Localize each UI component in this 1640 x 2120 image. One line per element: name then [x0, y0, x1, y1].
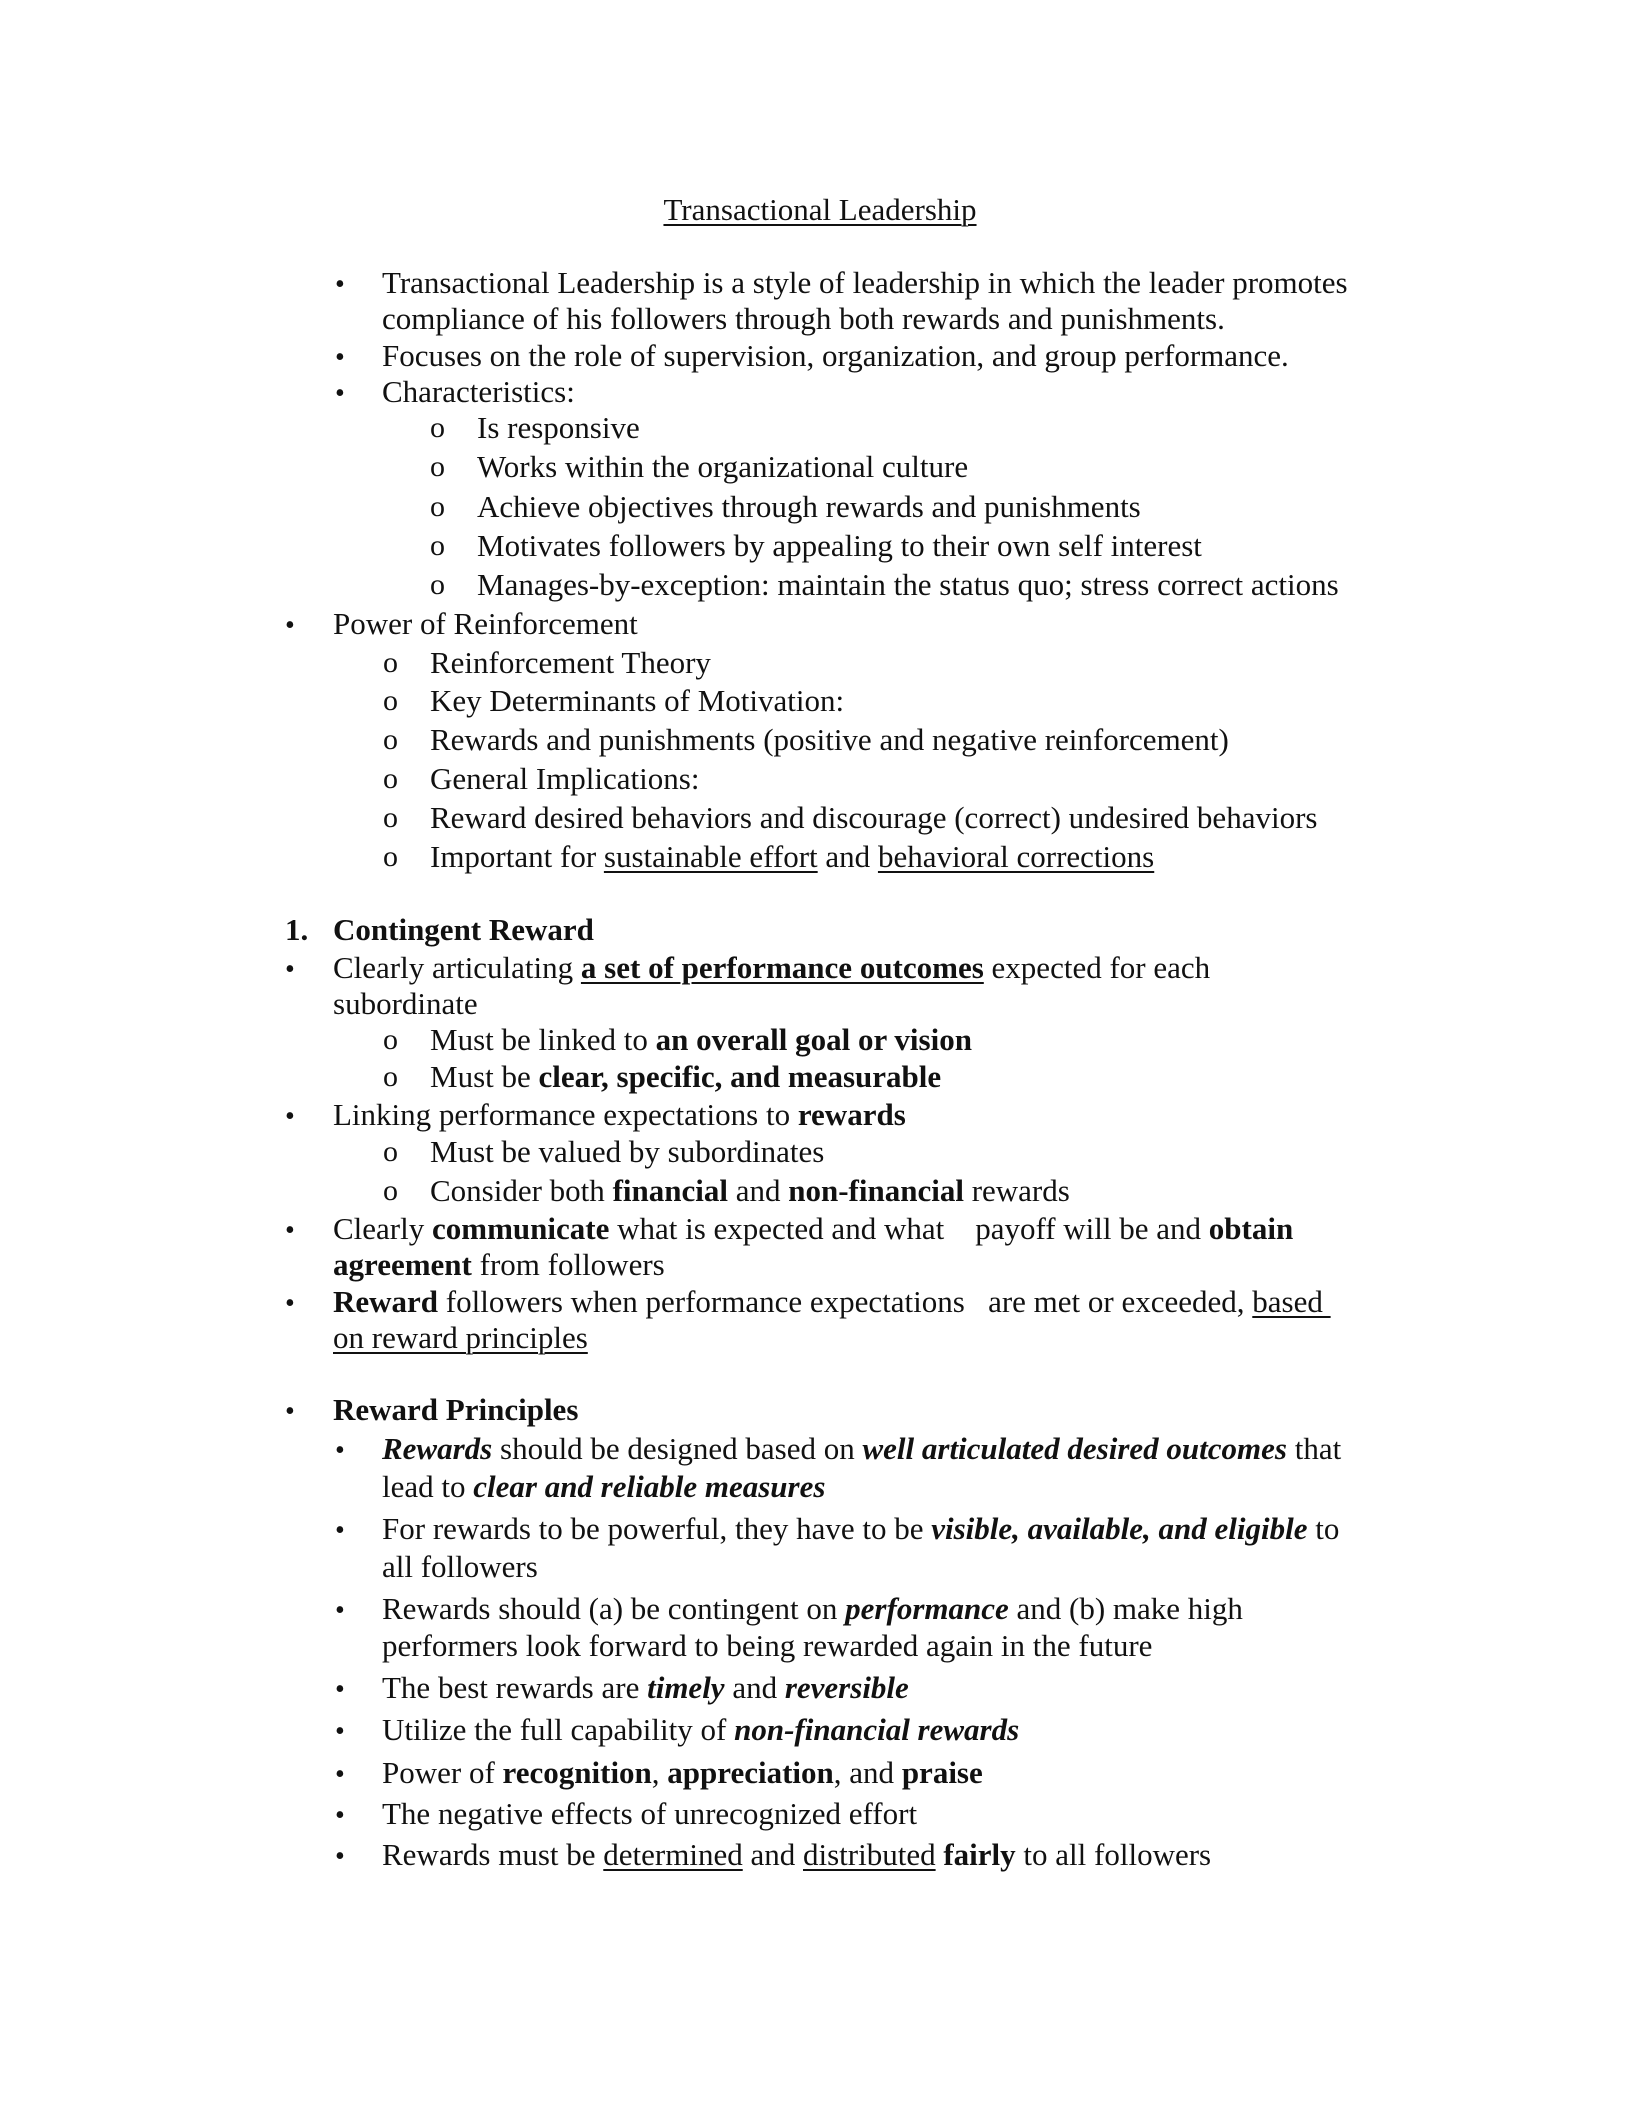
circle-marker: o — [383, 723, 398, 756]
intro-bullet-1-line-1: Transactional Leadership is a style of leadership in which the leader promotes — [382, 265, 1348, 300]
bullet-marker: • — [335, 1435, 345, 1466]
circle-marker: o — [430, 529, 445, 562]
reinforcement-item: Reinforcement Theory — [430, 645, 711, 680]
bullet-marker: • — [335, 1674, 345, 1705]
contingent-bullet-4-line-1: Reward followers when performance expectations are met or exceeded, based — [333, 1284, 1331, 1319]
circle-marker: o — [430, 450, 445, 483]
bullet-marker: • — [285, 1396, 295, 1427]
principle-4: The best rewards are timely and reversible — [382, 1670, 909, 1705]
circle-marker: o — [383, 684, 398, 717]
bullet-marker: • — [335, 378, 345, 409]
bullet-marker: • — [335, 1595, 345, 1626]
contingent-bullet-3-line-2: agreement from followers — [333, 1247, 665, 1282]
bullet-marker: • — [285, 1288, 295, 1319]
reinforcement-item: Rewards and punishments (positive and negative reinforcement) — [430, 722, 1229, 757]
principle-1-line-1: Rewards should be designed based on well articulated desired outcomes that — [382, 1431, 1342, 1466]
bullet-marker: • — [335, 1759, 345, 1790]
reinforcement-heading: Power of Reinforcement — [333, 606, 638, 641]
circle-marker: o — [383, 801, 398, 834]
page-title: Transactional Leadership — [663, 192, 977, 227]
bullet-marker: • — [335, 1841, 345, 1872]
principle-3-line-2: performers look forward to being rewarded again in the future — [382, 1628, 1153, 1663]
circle-marker: o — [383, 1060, 398, 1093]
bullet-marker: • — [285, 954, 295, 985]
principles-heading: Reward Principles — [333, 1392, 579, 1427]
circle-marker: o — [383, 1023, 398, 1056]
bullet-marker: • — [285, 610, 295, 641]
underlined-text: behavioral corrections — [877, 839, 1155, 874]
circle-marker: o — [383, 840, 398, 873]
bullet-marker: • — [335, 269, 345, 300]
principle-6: Power of recognition, appreciation, and praise — [382, 1755, 983, 1790]
contingent-sub-item: Must be valued by subordinates — [430, 1134, 825, 1169]
characteristic-item: Is responsive — [477, 410, 640, 445]
underlined-text: on reward principles — [333, 1320, 588, 1355]
underlined-text: sustainable effort — [603, 839, 818, 874]
principle-1-line-2: lead to clear and reliable measures — [382, 1469, 826, 1504]
reinforcement-item: Reward desired behaviors and discourage (correct) undesired behaviors — [430, 800, 1318, 835]
intro-bullet-2: Focuses on the role of supervision, organization, and group performance. — [382, 338, 1289, 373]
characteristic-item: Achieve objectives through rewards and punishments — [477, 489, 1141, 524]
principle-7: The negative effects of unrecognized effort — [382, 1796, 918, 1831]
characteristic-item: Motivates followers by appealing to their own self interest — [477, 528, 1202, 563]
contingent-heading: Contingent Reward — [333, 912, 594, 947]
section-number: 1. — [285, 912, 309, 947]
intro-bullet-1-line-2: compliance of his followers through both rewards and punishments. — [382, 301, 1225, 336]
contingent-bullet-2: Linking performance expectations to rewards — [333, 1097, 906, 1132]
contingent-sub-item: Must be clear, specific, and measurable — [430, 1059, 942, 1094]
characteristic-item: Works within the organizational culture — [477, 449, 969, 484]
bullet-marker: • — [335, 1800, 345, 1831]
bullet-marker: • — [285, 1101, 295, 1132]
characteristic-item: Manages-by-exception: maintain the status quo; stress correct actions — [477, 567, 1339, 602]
contingent-bullet-1-line-1: Clearly articulating a set of performance outcomes expected for each — [333, 950, 1211, 985]
underlined-text: based — [1252, 1284, 1331, 1319]
bold-underlined-text: a set of performance outcomes — [580, 950, 984, 985]
circle-marker: o — [430, 411, 445, 444]
principle-2-line-1: For rewards to be powerful, they have to be visible, available, and eligible to — [382, 1511, 1340, 1546]
principle-3-line-1: Rewards should (a) be contingent on performance and (b) make high — [382, 1591, 1243, 1626]
bullet-marker: • — [335, 1716, 345, 1747]
contingent-bullet-4-line-2 — [333, 1319, 588, 1356]
underlined-text: determined — [603, 1837, 743, 1872]
bullet-marker: • — [335, 1515, 345, 1546]
circle-marker: o — [383, 1174, 398, 1207]
contingent-sub-item: Consider both financial and non-financial rewards — [430, 1173, 1070, 1208]
underlined-text: distributed — [803, 1837, 936, 1872]
contingent-bullet-1-line-2: subordinate — [333, 986, 478, 1021]
reinforcement-item: General Implications: — [430, 761, 700, 796]
circle-marker: o — [383, 1135, 398, 1168]
principle-2-line-2: all followers — [382, 1549, 538, 1584]
contingent-sub-item: Must be linked to an overall goal or vision — [430, 1022, 972, 1057]
bullet-marker: • — [335, 342, 345, 373]
intro-bullet-3: Characteristics: — [382, 374, 575, 409]
bullet-marker: • — [285, 1215, 295, 1246]
principle-8: Rewards must be determined and distributed fairly to all followers — [382, 1837, 1212, 1872]
principle-5: Utilize the full capability of non-financial rewards — [382, 1712, 1020, 1747]
circle-marker: o — [430, 490, 445, 523]
circle-marker: o — [430, 568, 445, 601]
circle-marker: o — [383, 762, 398, 795]
circle-marker: o — [383, 646, 398, 679]
contingent-bullet-3-line-1: Clearly communicate what is expected and what payoff will be and obtain — [333, 1211, 1294, 1246]
reinforcement-item-last: Important for sustainable effort and behavioral corrections — [430, 839, 1155, 874]
reinforcement-item: Key Determinants of Motivation: — [430, 683, 845, 718]
